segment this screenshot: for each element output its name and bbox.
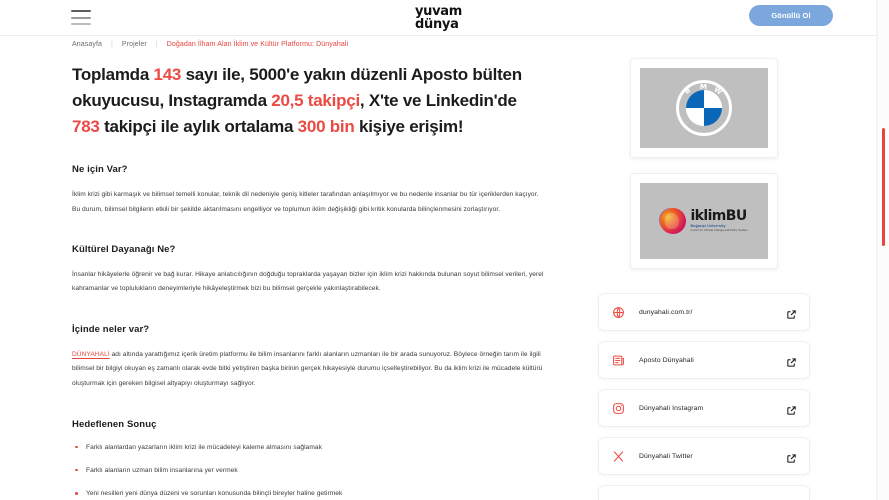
external-link-icon: [786, 451, 797, 462]
link-label: Aposto Dünyahali: [639, 356, 694, 364]
lede-stat-reach: 300 bin: [297, 116, 355, 136]
hamburger-line: [71, 23, 91, 25]
lede-text-5: kişiye erişim!: [354, 116, 464, 136]
bmw-letters: [676, 80, 732, 136]
bmw-letter: W: [712, 85, 724, 97]
globe-icon: [660, 208, 686, 234]
partner-logo-card-bmw[interactable]: [630, 58, 778, 158]
iklimbu-subtitle-2: Center for Climate Change and Policy Studies: [690, 228, 748, 232]
hamburger-line: [71, 17, 91, 19]
goals-list: [72, 443, 546, 499]
section-title: Hedeflenen Sonuç: [72, 418, 157, 430]
globe-icon: [611, 305, 625, 319]
instagram-icon: [611, 401, 625, 415]
section-body-text: adı altında yarattığımız içerik üretim platformu ile bilim insanlarını farklı alanların uzmanları ile bir arada sunuyoruz. Böylece örneğin tarım ile ilgili bilimsel bir bilgiyi okuyan eş zamanlı olarak evde bitki yetiştiren başka birinin gerçek hikayesiyle durumu içselleştirebiliyor. Bu da iklim krizi ile mücadele kültürü oluşturmak için gereken bilgisel altyapıyı oluşturmayı sağlıyor.: [72, 351, 543, 387]
lede-text-3: , X'te ve Linkedin'de: [359, 90, 517, 110]
lede-paragraph: [72, 62, 546, 139]
vertical-scrollbar-track[interactable]: [877, 0, 889, 500]
partner-logo-card-iklimbu[interactable]: [630, 173, 778, 269]
section-body: İklim krizi gibi karmaşık ve bilimsel temelli konular, teknik dil nedeniyle geniş kitleler tarafından anlaşılmıyor ve bu nedenle insanlar bu tür içeriklerden kaçıyor. Bu durum, bilimsel bilgilerin etkili bir şekilde aktarılmasını engelliyor ve toplumun iklim değişikliği gibi kritik konularda bilinçlenmesini zorlaştırıyor.: [72, 191, 539, 213]
site-header: [0, 0, 877, 36]
logo-line-2: dünya: [414, 17, 459, 32]
site-logo[interactable]: [415, 5, 462, 31]
iklimbu-title: iklimBU: [690, 208, 747, 225]
section-title: İçinde neler var?: [72, 324, 150, 336]
partner-logo-image: [640, 68, 768, 148]
newspaper-icon: [611, 353, 625, 367]
link-row-aposto[interactable]: [598, 341, 810, 379]
lede-stat-issues: 143: [153, 65, 182, 84]
lede-text-2: sayı ile, 5000'e yakın düzenli Aposto bülten okuyucusu, Instagramda: [72, 65, 522, 110]
section-hedeflenen-sonuc: [72, 419, 546, 499]
section-body: İnsanlar hikâyelerle öğrenir ve bağ kurar. Hikaye anlatıcılığının doğduğu topraklarda yaşayan bizler için iklim krizi hakkında bulunan soyut bilimsel verileri, yerel kahramanlar ve toplulukların deneyimleriyle hikâyeleştirmek bizi bu bilimsel gerçekle yakınlaştırabilecek.: [72, 270, 544, 292]
section-ne-icin-var: [72, 164, 546, 216]
external-link-icon: [786, 403, 797, 414]
bmw-letter: M: [700, 83, 707, 91]
link-label: Dünyahali Instagram: [639, 404, 704, 412]
breadcrumb: [72, 41, 348, 48]
volunteer-button[interactable]: Gönüllü Ol: [749, 5, 833, 26]
lede-stat-instagram: 20,5 takipçi: [271, 90, 360, 110]
breadcrumb-item-home[interactable]: Anasayfa: [72, 41, 102, 48]
link-row-instagram[interactable]: [598, 389, 810, 427]
partner-logo-image: [640, 183, 768, 259]
section-title: Ne için Var?: [72, 164, 128, 176]
hamburger-menu-icon[interactable]: [71, 10, 91, 25]
logo-line-1: yuvam: [414, 4, 463, 19]
lede-text-1: Toplamda: [72, 65, 154, 84]
section-title: Kültürel Dayanağı Ne?: [72, 243, 176, 255]
list-item: Farklı alanların uzman bilim insanlarına yer vermek: [72, 466, 546, 475]
iklimbu-logo-icon: [660, 208, 747, 234]
breadcrumb-item-current[interactable]: Doğadan İlham Alan İklim ve Kültür Platformu: Dünyahali: [166, 41, 349, 48]
link-label: dunyahali.com.tr/: [639, 308, 693, 316]
section-icinde-neler-var: [72, 324, 546, 391]
link-row-twitter[interactable]: [598, 437, 810, 475]
iklimbu-wordmark: [690, 209, 747, 232]
external-links-list: [598, 293, 810, 500]
section-body: [72, 348, 546, 391]
breadcrumb-separator: |: [155, 41, 158, 48]
hamburger-line: [71, 10, 91, 12]
bmw-logo-icon: [676, 80, 732, 136]
external-link-icon: [786, 355, 797, 366]
vertical-scrollbar-thumb[interactable]: [882, 128, 885, 246]
link-label: Dünyahali Twitter: [639, 452, 693, 460]
section-kulturel-dayanagi: [72, 244, 546, 296]
sidebar: [598, 58, 810, 500]
breadcrumb-separator: |: [111, 41, 113, 48]
article-content: [72, 62, 546, 500]
external-link-icon: [786, 307, 797, 318]
lede-stat-followers: 783: [72, 116, 100, 136]
lede-text-4: takipçi ile aylık ortalama: [99, 116, 298, 136]
list-item: Yeni nesilleri yeni dünya düzeni ve sorunları konusunda bilinçli bireyler haline getirmek: [72, 489, 546, 498]
dunyahali-link[interactable]: DÜNYAHALİ: [72, 351, 110, 359]
link-row-next-partial[interactable]: [598, 485, 810, 500]
list-item: Farklı alanlardan yazarların iklim krizi ile mücadeleyi kaleme almasını sağlamak: [72, 443, 546, 452]
x-twitter-icon: [611, 449, 625, 463]
bmw-letter: B: [683, 86, 693, 96]
iklimbu-subtitle-1: Boğaziçi University: [690, 224, 726, 229]
link-row-website[interactable]: [598, 293, 810, 331]
breadcrumb-item-projects[interactable]: Projeler: [121, 41, 147, 48]
